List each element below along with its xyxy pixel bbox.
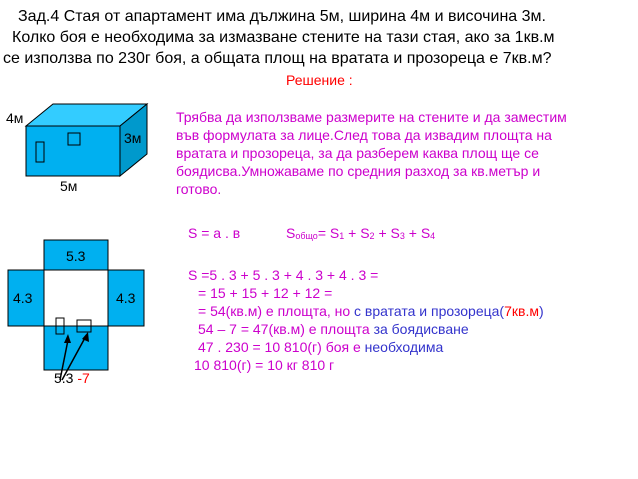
- box-label-length: 5м: [60, 178, 78, 194]
- calc-door-window: с вратата и прозореца(: [354, 303, 505, 319]
- net-label-top: 5.3: [66, 248, 86, 264]
- calc-line-1: S =5 . 3 + 5 . 3 + 4 . 3 + 4 . 3 =: [188, 267, 379, 283]
- explanation-line: боядисва.Умножаваме по средния разход за кв.метър и: [176, 163, 541, 179]
- calc-line-5: [198, 338, 443, 356]
- formula-sub-1: 1: [339, 231, 345, 241]
- formula-sub-3: 3: [399, 231, 405, 241]
- formula-rectangle-area: S = a . в: [188, 225, 241, 241]
- calc-paren-close: ): [538, 303, 544, 319]
- explanation-line: Трябва да използваме размерите на стените и да заместим: [176, 109, 567, 125]
- calc-line-3: [198, 302, 544, 320]
- formula-plus: + S: [344, 225, 370, 241]
- problem-line-1: Зад.4 Стая от апартамент има дължина 5м, ширина 4м и височина 3м.: [18, 8, 546, 25]
- calc-paint-is: боя е: [325, 339, 365, 355]
- box-label-width: 4м: [6, 110, 24, 126]
- formula-total-area: [286, 225, 435, 241]
- calc-paint-grams: 47 . 230 = 10 810(г): [198, 339, 326, 355]
- problem-line-3: се използва по 230г боя, а общата площ на вратата и прозореца е 7кв.м?: [3, 50, 552, 67]
- formula-eq: = S: [317, 225, 340, 241]
- solution-heading: Решение :: [286, 72, 353, 88]
- calc-paint-area: 54 – 7 = 47(кв.м) е площта: [198, 321, 374, 337]
- net-label-bottom-value: 5.3: [54, 370, 78, 386]
- calc-line-2: = 15 + 15 + 12 + 12 =: [198, 285, 333, 301]
- net-label-bottom: [54, 370, 90, 386]
- formula-plus: + S: [374, 225, 400, 241]
- explanation-line: вратата и прозореца, за да разберем каква площ ще се: [176, 145, 539, 161]
- formula-plus: + S: [404, 225, 431, 241]
- explanation: [176, 108, 567, 198]
- calc-needed: необходима: [364, 339, 444, 355]
- net-label-right: 4.3: [116, 290, 136, 306]
- problem-line-2: Колко боя е необходима за измазване стените на тази стая, ако за 1кв.м: [12, 29, 555, 46]
- formula-s: S: [286, 225, 296, 241]
- explanation-line: готово.: [176, 181, 222, 197]
- net-label-bottom-minus: -7: [77, 370, 90, 386]
- formula-sub-total: общо: [295, 231, 318, 241]
- calc-area-total: = 54(кв.м) е площта, но: [198, 303, 355, 319]
- formula-sub-2: 2: [369, 231, 375, 241]
- calc-door-window-area: 7кв.м: [504, 303, 539, 319]
- explanation-line: във формулата за лице.След това да извадим площта на: [176, 127, 552, 143]
- calc-for-painting: за боядисване: [373, 321, 469, 337]
- calc-line-4: [198, 320, 469, 338]
- net-label-left: 4.3: [13, 290, 33, 306]
- box-label-height: 3м: [124, 130, 142, 146]
- calc-line-6: 10 810(г) = 10 кг 810 г: [194, 357, 335, 373]
- formula-sub-4: 4: [430, 231, 436, 241]
